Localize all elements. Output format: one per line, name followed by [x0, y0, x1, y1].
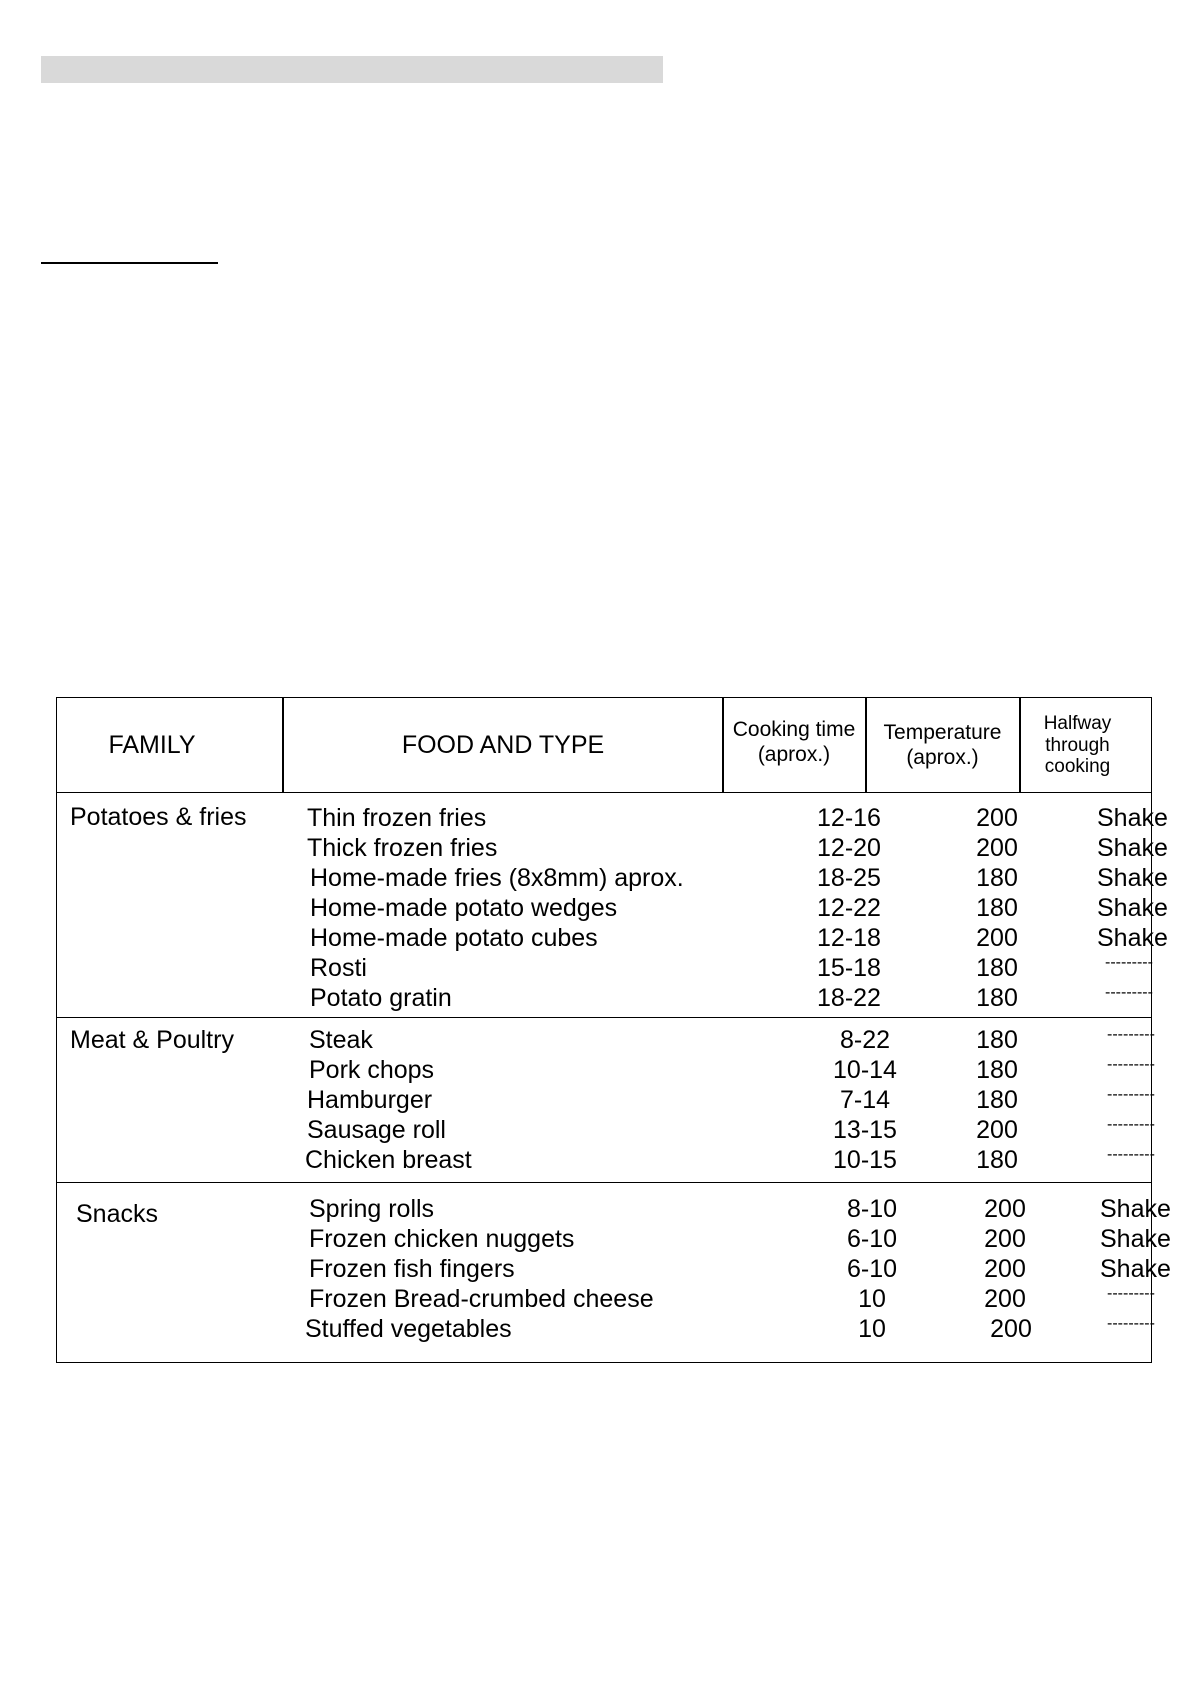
halfway-cell: --------- — [1107, 1056, 1155, 1073]
food-cell: Hamburger — [307, 1086, 433, 1114]
food-cell: Frozen Bread-crumbed cheese — [309, 1285, 654, 1313]
table-row — [57, 984, 1151, 1014]
time-cell: 10 — [858, 1285, 886, 1313]
time-cell: 12-20 — [817, 834, 881, 862]
table-row — [57, 864, 1168, 894]
time-cell: 6-10 — [846, 1255, 898, 1283]
food-cell: Frozen fish fingers — [309, 1255, 515, 1283]
table-row — [57, 1086, 1155, 1116]
table-row — [57, 1285, 1155, 1315]
table-row — [57, 954, 1151, 984]
family-label: Meat & Poultry — [70, 1026, 234, 1054]
time-cell: 12-18 — [817, 924, 881, 952]
time-cell: 18-25 — [817, 864, 881, 892]
time-cell: 12-16 — [817, 804, 881, 832]
food-cell: Thin frozen fries — [307, 804, 487, 832]
header-food: FOOD AND TYPE — [401, 731, 605, 760]
table-row — [57, 1315, 1155, 1345]
food-cell: Pork chops — [309, 1056, 435, 1084]
time-cell: 8-10 — [846, 1195, 898, 1223]
food-cell: Stuffed vegetables — [305, 1315, 512, 1343]
temp-cell: 180 — [976, 1026, 1018, 1054]
temp-cell: 200 — [984, 1225, 1026, 1253]
halfway-cell: Shake — [1100, 1225, 1171, 1253]
food-cell: Home-made potato wedges — [310, 894, 618, 922]
table-row — [57, 804, 1168, 834]
table-row — [57, 834, 1168, 864]
halfway-cell: Shake — [1100, 1255, 1171, 1283]
underline-rule — [41, 262, 218, 264]
halfway-cell: Shake — [1097, 864, 1168, 892]
halfway-cell: Shake — [1097, 924, 1168, 952]
table-row — [57, 1146, 1155, 1176]
temp-cell: 180 — [976, 1146, 1018, 1174]
halfway-cell: Shake — [1100, 1195, 1171, 1223]
temp-cell: 200 — [984, 1195, 1026, 1223]
food-cell: Spring rolls — [309, 1195, 435, 1223]
food-cell: Frozen chicken nuggets — [309, 1225, 575, 1253]
food-cell: Steak — [309, 1026, 373, 1054]
header-cooking-time: Cooking time (aprox.) — [732, 718, 856, 766]
food-cell: Rosti — [310, 954, 367, 982]
time-cell: 8-22 — [839, 1026, 891, 1054]
temp-cell: 180 — [976, 894, 1018, 922]
halfway-cell: Shake — [1097, 834, 1168, 862]
header-temperature: Temperature (aprox.) — [883, 721, 1002, 769]
halfway-cell: --------- — [1107, 1315, 1155, 1332]
temp-cell: 200 — [984, 1255, 1026, 1283]
temp-cell: 180 — [976, 1056, 1018, 1084]
time-cell: 6-10 — [846, 1225, 898, 1253]
group-meat-poultry — [57, 1018, 1155, 1183]
time-cell: 18-22 — [817, 984, 881, 1012]
time-cell: 12-22 — [817, 894, 881, 922]
food-cell: Potato gratin — [310, 984, 452, 1012]
temp-cell: 200 — [976, 804, 1018, 832]
temp-cell: 180 — [976, 864, 1018, 892]
halfway-cell: --------- — [1105, 954, 1153, 971]
family-label: Snacks — [76, 1200, 158, 1228]
table-row — [57, 1225, 1171, 1255]
cooking-table — [56, 697, 1171, 1363]
halfway-cell: --------- — [1107, 1285, 1155, 1302]
table-row — [57, 1195, 1171, 1225]
halfway-cell: --------- — [1107, 1116, 1155, 1133]
halfway-cell: --------- — [1107, 1086, 1155, 1103]
table-header — [57, 698, 1151, 793]
time-cell: 7-14 — [839, 1086, 891, 1114]
table-row — [57, 924, 1168, 954]
food-cell: Home-made potato cubes — [310, 924, 598, 952]
table-row — [57, 1056, 1155, 1086]
table-row — [57, 1026, 1155, 1056]
halfway-cell: Shake — [1097, 804, 1168, 832]
temp-cell: 200 — [990, 1315, 1032, 1343]
group-snacks — [57, 1183, 1171, 1364]
time-cell: 10-14 — [833, 1056, 897, 1084]
table-row — [57, 1116, 1155, 1146]
time-cell: 15-18 — [817, 954, 881, 982]
temp-cell: 200 — [976, 924, 1018, 952]
header-band — [41, 56, 663, 83]
group-potatoes-fries — [57, 793, 1168, 1018]
temp-cell: 180 — [976, 954, 1018, 982]
food-cell: Thick frozen fries — [307, 834, 498, 862]
header-family: FAMILY — [108, 731, 196, 760]
halfway-cell: Shake — [1097, 894, 1168, 922]
halfway-cell: --------- — [1107, 1026, 1155, 1043]
temp-cell: 180 — [976, 984, 1018, 1012]
temp-cell: 180 — [976, 1086, 1018, 1114]
food-cell: Home-made fries (8x8mm) aprox. — [310, 864, 684, 892]
food-cell: Sausage roll — [307, 1116, 446, 1144]
temp-cell: 200 — [984, 1285, 1026, 1313]
temp-cell: 200 — [976, 1116, 1018, 1144]
time-cell: 10 — [858, 1315, 886, 1343]
family-label: Potatoes & fries — [70, 803, 247, 831]
time-cell: 10-15 — [833, 1146, 897, 1174]
time-cell: 13-15 — [833, 1116, 897, 1144]
food-cell: Chicken breast — [305, 1146, 472, 1174]
temp-cell: 200 — [976, 834, 1018, 862]
table-row — [57, 1255, 1171, 1285]
header-halfway: Halfway through cooking — [1043, 712, 1112, 778]
table-row — [57, 894, 1168, 924]
halfway-cell: --------- — [1105, 984, 1153, 1001]
halfway-cell: --------- — [1107, 1146, 1155, 1163]
